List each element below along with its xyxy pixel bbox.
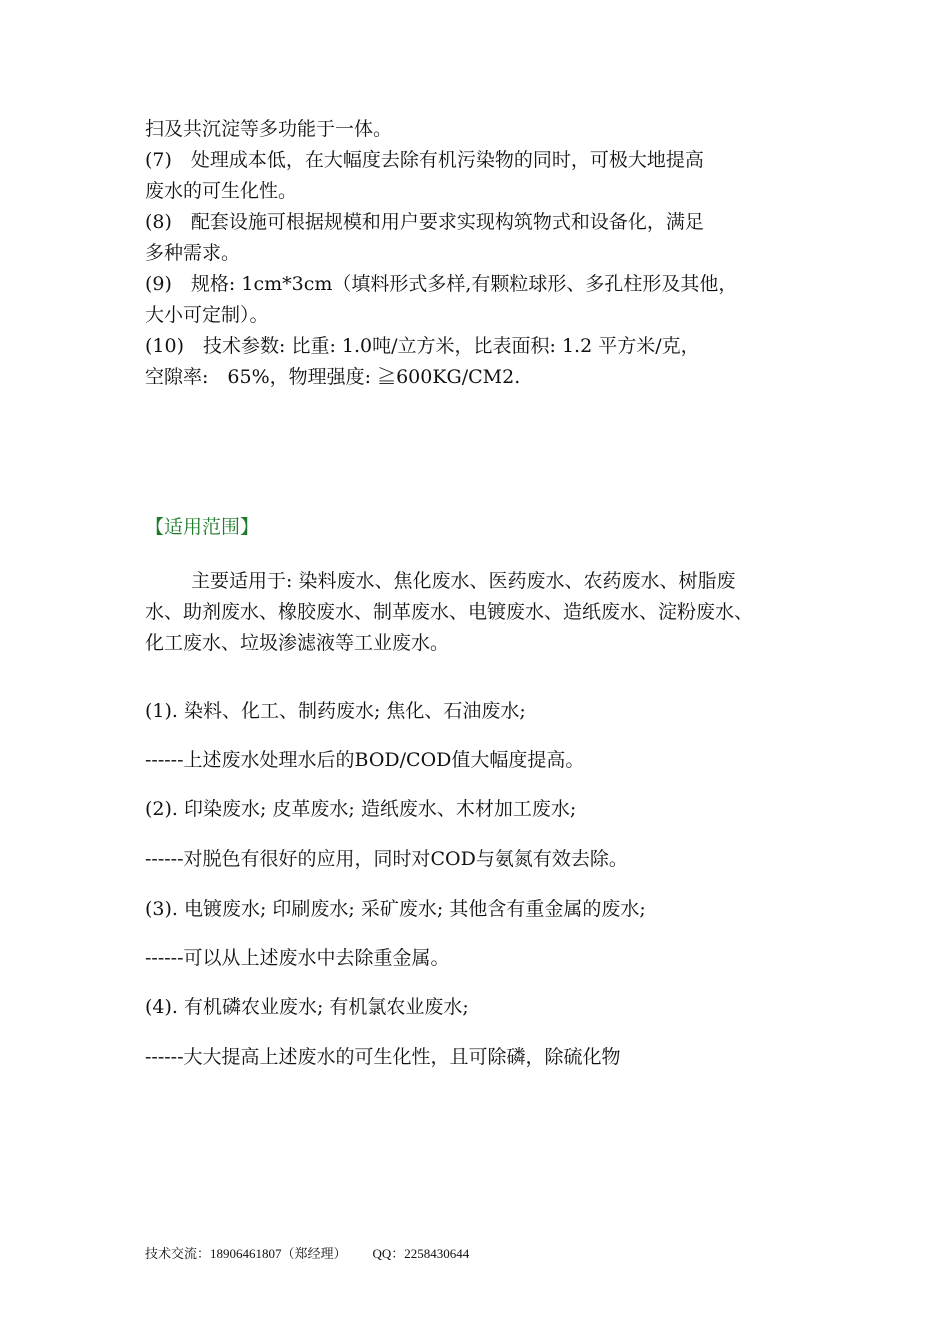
item-9-line-1: (9) 规格: 1cm*3cm（填料形式多样,有颗粒球形、多孔柱形及其他， (145, 273, 738, 295)
scope-item-2-title: (2). 印染废水; 皮革废水; 造纸废水、木材加工废水; (145, 798, 577, 820)
item-8-line-2: 多种需求。 (145, 242, 241, 264)
item-10-line-2: 空隙率: 65%，物理强度: ≧600KG/CM2. (145, 366, 521, 388)
item-9-line-2: 大小可定制）。 (145, 304, 269, 326)
item-7-line-2: 废水的可生化性。 (145, 180, 298, 202)
scope-intro-line-2: 水、助剂废水、橡胶废水、制革废水、电镀废水、造纸废水、淀粉废水、 (145, 601, 754, 623)
scope-heading: 【适用范围】 (145, 516, 260, 538)
features-section (145, 114, 810, 393)
scope-item-1-note: ------上述废水处理水后的BOD/COD值大幅度提高。 (145, 749, 585, 771)
item-7-line-1: (7) 处理成本低，在大幅度去除有机污染物的同时，可极大地提高 (145, 149, 704, 171)
scope-intro-line-3: 化工废水、垃圾渗滤液等工业废水。 (145, 632, 450, 654)
page-footer (145, 1244, 469, 1264)
footer-qq: QQ：2258430644 (372, 1246, 470, 1261)
item-10-line-1: (10) 技术参数: 比重: 1.0吨/立方米，比表面积: 1.2 平方米/克， (145, 335, 700, 357)
item-8-line-1: (8) 配套设施可根据规模和用户要求实现构筑物式和设备化，满足 (145, 211, 704, 233)
scope-intro (145, 566, 810, 659)
scope-item-1-title: (1). 染料、化工、制药废水; 焦化、石油废水; (145, 700, 526, 722)
scope-item-3-title: (3). 电镀废水; 印刷废水; 采矿废水; 其他含有重金属的废水; (145, 898, 646, 920)
scope-item-3-note: ------可以从上述废水中去除重金属。 (145, 947, 450, 969)
footer-contact: 技术交流：18906461807（郑经理） (145, 1246, 347, 1261)
scope-item-4-note: ------大大提高上述废水的可生化性，且可除磷，除硫化物 (145, 1046, 621, 1068)
scope-item-4-title: (4). 有机磷农业废水; 有机氯农业废水; (145, 996, 469, 1018)
scope-item-2-note: ------对脱色有很好的应用，同时对COD与氨氮有效去除。 (145, 848, 628, 870)
scope-intro-line-1: 主要适用于: 染料废水、焦化废水、医药废水、农药废水、树脂废 (191, 570, 736, 592)
features-intro-line: 扫及共沉淀等多功能于一体。 (145, 118, 393, 140)
